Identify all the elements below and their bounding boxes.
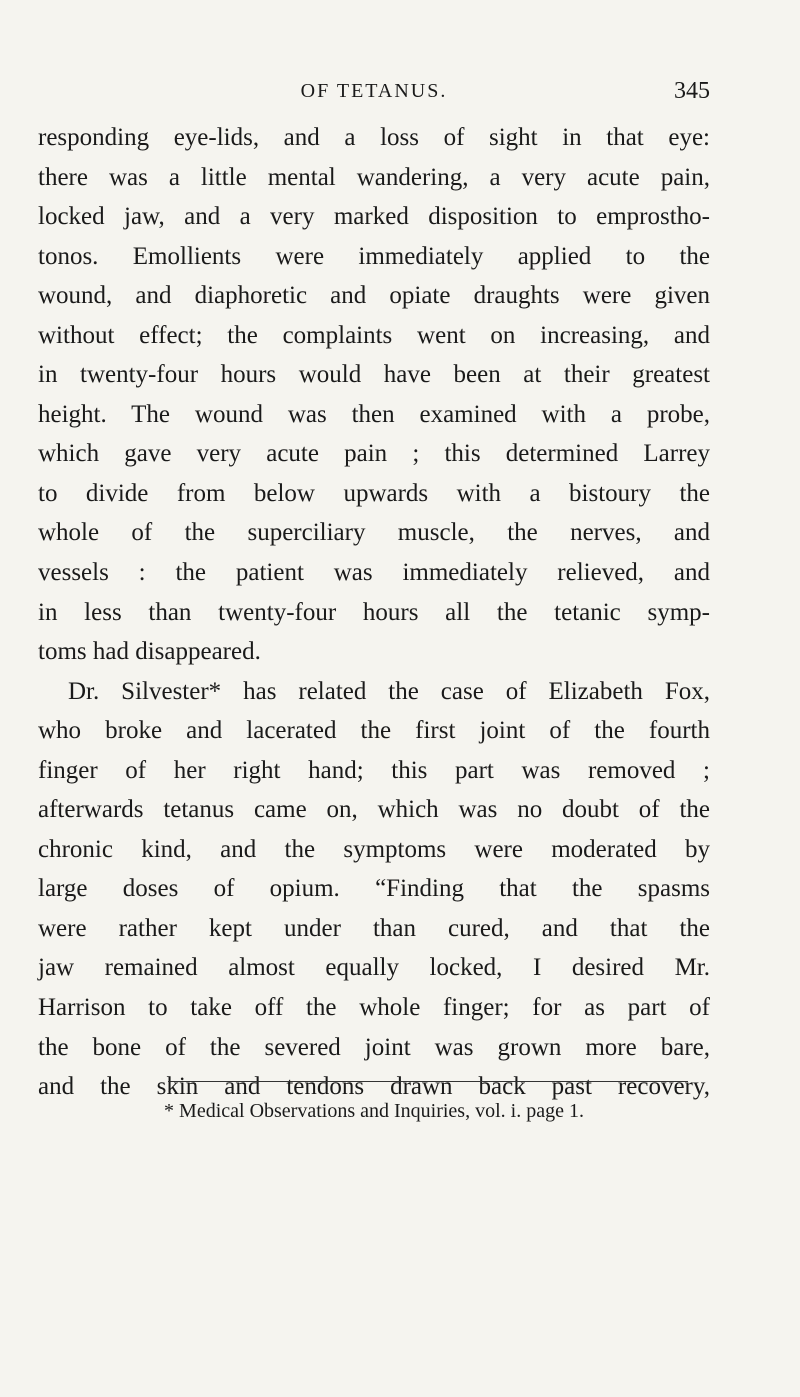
text-line: whole of the superciliary muscle, the nerves, and (38, 519, 710, 547)
text-line: Dr. Silvester* has related the case of Elizabeth Fox, (68, 677, 710, 705)
text-line: locked jaw, and a very marked disposition to emprostho- (38, 203, 710, 231)
text-line: there was a little mental wandering, a very acute pain, (38, 163, 710, 191)
text-line: finger of her right hand; this part was removed ; (38, 756, 710, 784)
text-line: tonos. Emollients were immediately applied to the (38, 242, 710, 270)
text-line: without effect; the complaints went on increasing, and (38, 321, 710, 349)
text-line: who broke and lacerated the first joint of the fourth (38, 717, 710, 745)
text-line: large doses of opium. “Finding that the spasms (38, 875, 710, 903)
text-line: responding eye-lids, and a loss of sight in that eye: (38, 124, 710, 151)
running-header (38, 76, 710, 106)
text-line: the bone of the severed joint was grown more bare, (38, 1033, 710, 1061)
text-line: in less than twenty-four hours all the tetanic symp- (38, 598, 710, 626)
text-line: jaw remained almost equally locked, I desired Mr. (38, 954, 710, 982)
running-title: OF TETANUS. (300, 80, 448, 102)
text-line: in twenty-four hours would have been at their greatest (38, 361, 710, 389)
text-line: and the skin and tendons drawn back past recovery, (38, 1073, 710, 1101)
text-line: to divide from below upwards with a bistoury the (38, 479, 710, 507)
text-line: were rather kept under than cured, and that the (38, 914, 710, 942)
text-line: toms had disappeared. (38, 638, 261, 666)
text-line: afterwards tetanus came on, which was no doubt of the (38, 796, 710, 824)
footnote: * Medical Observations and Inquiries, vol. i. page 1. (164, 1100, 584, 1122)
text-line: chronic kind, and the symptoms were moderated by (38, 835, 710, 863)
page-number: 345 (674, 78, 710, 104)
footnote-divider (168, 1081, 688, 1082)
text-line: wound, and diaphoretic and opiate draughts were given (38, 282, 710, 310)
text-line: height. The wound was then examined with a probe, (38, 400, 710, 428)
text-line: vessels : the patient was immediately relieved, and (38, 559, 710, 587)
text-line: Harrison to take off the whole finger; for as part of (38, 994, 710, 1022)
body-text (38, 118, 710, 1107)
text-line: which gave very acute pain ; this determined Larrey (38, 440, 710, 468)
